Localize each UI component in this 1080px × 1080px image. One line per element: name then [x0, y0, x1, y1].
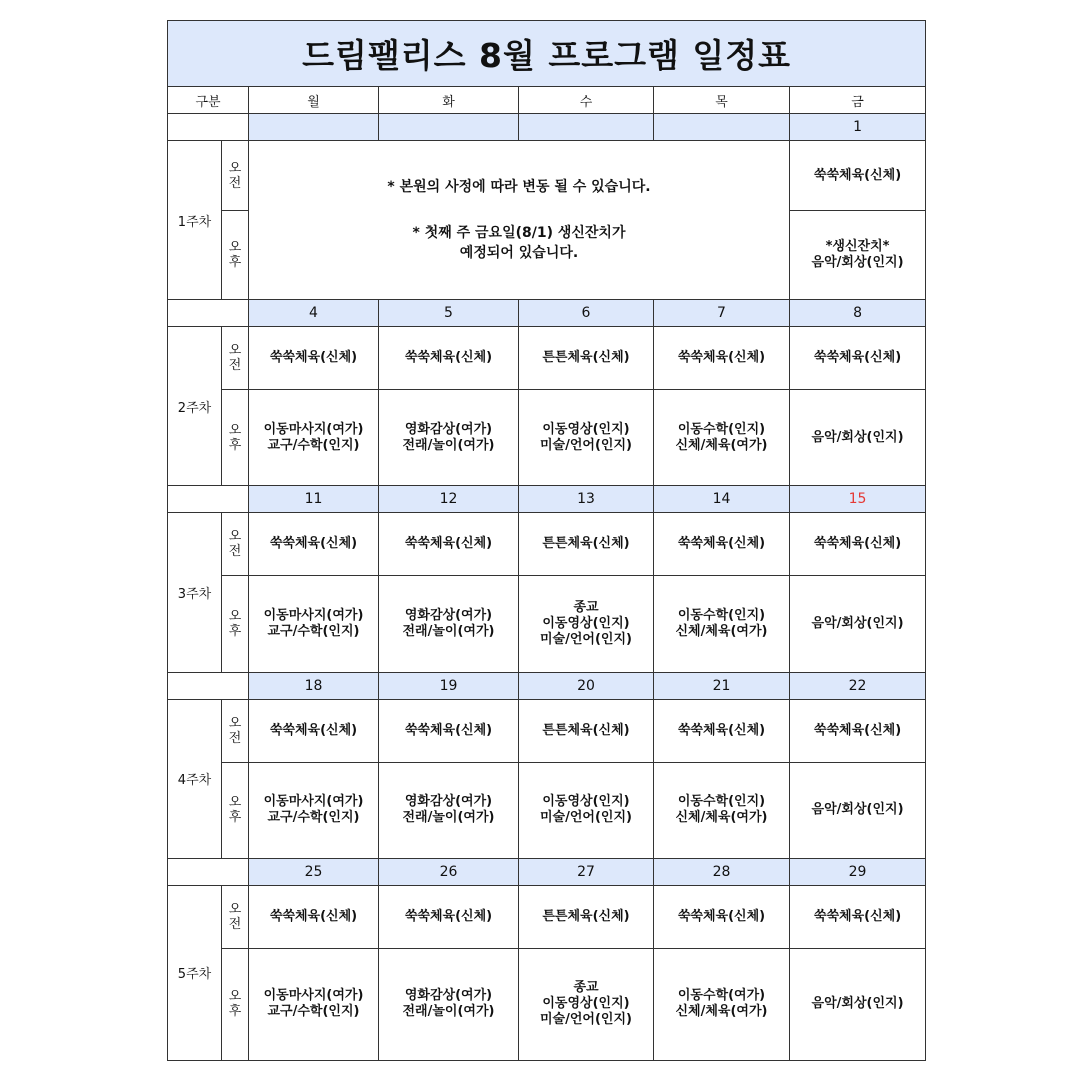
activity-line: 이동마사지(여가)	[263, 794, 364, 810]
activity-wed-pm	[519, 948, 654, 1060]
date-wed: 6	[519, 300, 654, 327]
activity-line: 쑥쑥체육(신체)	[404, 350, 493, 366]
period-pm	[222, 762, 249, 858]
activity-line: 이동마사지(여가)	[263, 988, 364, 1004]
date-row	[168, 858, 926, 885]
activity-thu-pm	[654, 948, 790, 1060]
activity-line: 이동수학(인지)	[677, 794, 766, 810]
activity-line: 이동영상(인지)	[542, 421, 630, 437]
activity-mon-pm	[249, 576, 379, 672]
pm-row	[168, 762, 926, 858]
activity-line: 교구/수학(인지)	[267, 810, 360, 826]
activity-fri-pm	[790, 948, 926, 1060]
activity-line: 이동수학(여가)	[677, 988, 766, 1004]
activity-line: 종교	[573, 980, 599, 996]
period-am	[222, 699, 249, 762]
date-wed	[519, 114, 654, 141]
date-wed: 20	[519, 672, 654, 699]
activity-tue-pm	[379, 762, 519, 858]
activity-line: 신체/체육(여가)	[675, 1004, 768, 1020]
activity-tue-am	[379, 327, 519, 390]
activity-line: *생신잔치*	[825, 239, 890, 255]
activity-line: 교구/수학(인지)	[267, 623, 360, 639]
page-title: 드림팰리스 8월 프로그램 일정표	[168, 21, 926, 87]
activity-tue-pm	[379, 576, 519, 672]
date-thu: 14	[654, 486, 790, 513]
activity-line: 쑥쑥체육(신체)	[269, 908, 358, 924]
activity-line: 쑥쑥체육(신체)	[677, 908, 766, 924]
activity-thu-am	[654, 513, 790, 576]
day-header-row	[168, 87, 926, 114]
activity-thu-am	[654, 699, 790, 762]
activity-line: 미술/언어(인지)	[540, 810, 632, 826]
activity-tue-am	[379, 885, 519, 948]
activity-line: 쑥쑥체육(신체)	[404, 722, 493, 738]
activity-line: 이동마사지(여가)	[263, 421, 364, 437]
activity-fri-am	[790, 885, 926, 948]
activity-tue-pm	[379, 390, 519, 486]
period-am	[222, 885, 249, 948]
am-row	[168, 699, 926, 762]
activity-line: 튼튼체육(신체)	[542, 722, 630, 738]
activity-line: 미술/언어(인지)	[540, 631, 632, 647]
date-row-spacer	[168, 300, 249, 327]
activity-fri-am	[790, 513, 926, 576]
period-char: 오	[228, 529, 242, 545]
activity-mon-am	[249, 699, 379, 762]
date-thu: 28	[654, 858, 790, 885]
activity-line: 쑥쑥체육(신체)	[813, 722, 902, 738]
activity-line: 신체/체육(여가)	[675, 810, 768, 826]
activity-line: 이동수학(인지)	[677, 607, 766, 623]
activity-line: 전래/놀이(여가)	[402, 1004, 495, 1020]
activity-line: 종교	[573, 599, 599, 615]
activity-fri-am	[790, 141, 926, 211]
date-wed: 27	[519, 858, 654, 885]
date-wed: 13	[519, 486, 654, 513]
date-fri: 22	[790, 672, 926, 699]
activity-line: 음악/회상(인지)	[811, 255, 904, 271]
activity-mon-pm	[249, 762, 379, 858]
activity-line: 이동영상(인지)	[542, 615, 630, 631]
activity-thu-am	[654, 327, 790, 390]
date-tue: 5	[379, 300, 519, 327]
activity-wed-am	[519, 513, 654, 576]
date-tue: 12	[379, 486, 519, 513]
notice-text: * 첫째 주 금요일(8/1) 생신잔치가	[412, 225, 626, 242]
period-char: 전	[228, 358, 242, 374]
activity-line: 쑥쑥체육(신체)	[813, 536, 902, 552]
date-row	[168, 672, 926, 699]
activity-tue-am	[379, 699, 519, 762]
activity-mon-am	[249, 513, 379, 576]
period-char: 후	[228, 255, 242, 271]
date-row-spacer	[168, 486, 249, 513]
activity-line: 튼튼체육(신체)	[542, 908, 630, 924]
period-pm	[222, 390, 249, 486]
period-char: 전	[228, 916, 242, 932]
activity-line: 교구/수학(인지)	[267, 437, 360, 453]
day-header-mon: 월	[249, 87, 379, 114]
activity-line: 쑥쑥체육(신체)	[677, 350, 766, 366]
notice-cell	[249, 141, 790, 300]
schedule-table	[167, 20, 926, 1061]
week-label: 4주차	[168, 699, 222, 858]
activity-wed-am	[519, 885, 654, 948]
activity-line: 영화감상(여가)	[404, 421, 493, 437]
date-thu: 7	[654, 300, 790, 327]
period-pm	[222, 576, 249, 672]
activity-line: 이동영상(인지)	[542, 996, 630, 1012]
activity-line: 쑥쑥체육(신체)	[404, 536, 493, 552]
period-char: 후	[228, 437, 242, 453]
activity-line: 쑥쑥체육(신체)	[813, 908, 902, 924]
activity-line: 음악/회상(인지)	[811, 802, 904, 818]
notice-line-birthday	[249, 223, 789, 263]
activity-mon-pm	[249, 948, 379, 1060]
pm-row	[168, 390, 926, 486]
pm-row	[168, 948, 926, 1060]
period-am	[222, 327, 249, 390]
period-char: 전	[228, 730, 242, 746]
activity-line: 쑥쑥체육(신체)	[813, 167, 902, 183]
activity-line: 신체/체육(여가)	[675, 437, 768, 453]
activity-line: 영화감상(여가)	[404, 607, 493, 623]
date-fri: 1	[790, 114, 926, 141]
period-char: 오	[228, 160, 242, 176]
activity-fri-am	[790, 327, 926, 390]
day-header-tue: 화	[379, 87, 519, 114]
day-header-thu: 목	[654, 87, 790, 114]
activity-thu-pm	[654, 762, 790, 858]
day-header-wed: 수	[519, 87, 654, 114]
activity-fri-am	[790, 699, 926, 762]
activity-wed-pm	[519, 390, 654, 486]
period-char: 오	[228, 343, 242, 359]
date-row	[168, 486, 926, 513]
date-row	[168, 300, 926, 327]
day-header-fri: 금	[790, 87, 926, 114]
activity-tue-am	[379, 513, 519, 576]
activity-wed-am	[519, 699, 654, 762]
activity-line: 신체/체육(여가)	[675, 623, 768, 639]
date-fri: 8	[790, 300, 926, 327]
date-fri: 15	[790, 486, 926, 513]
date-tue: 19	[379, 672, 519, 699]
activity-line: 교구/수학(인지)	[267, 1004, 360, 1020]
activity-line: 이동영상(인지)	[542, 794, 630, 810]
date-row-spacer	[168, 672, 249, 699]
period-char: 오	[228, 901, 242, 917]
period-char: 전	[228, 175, 242, 191]
period-char: 오	[228, 608, 242, 624]
pm-row	[168, 576, 926, 672]
period-char: 오	[228, 240, 242, 256]
activity-line: 쑥쑥체육(신체)	[677, 536, 766, 552]
activity-mon-am	[249, 885, 379, 948]
activity-line: 튼튼체육(신체)	[542, 350, 630, 366]
date-row	[168, 114, 926, 141]
activity-wed-pm	[519, 576, 654, 672]
activity-mon-am	[249, 327, 379, 390]
activity-line: 미술/언어(인지)	[540, 437, 632, 453]
date-tue	[379, 114, 519, 141]
activity-line: 쑥쑥체육(신체)	[269, 536, 358, 552]
date-mon: 4	[249, 300, 379, 327]
activity-wed-am	[519, 327, 654, 390]
activity-thu-pm	[654, 576, 790, 672]
activity-fri-pm	[790, 390, 926, 486]
activity-line: 이동마사지(여가)	[263, 607, 364, 623]
activity-line: 쑥쑥체육(신체)	[677, 722, 766, 738]
notice-text: 예정되어 있습니다.	[459, 245, 579, 262]
date-mon: 18	[249, 672, 379, 699]
notice-text: * 본원의 사정에 따라 변동 될 수 있습니다.	[387, 179, 651, 196]
am-row	[168, 513, 926, 576]
activity-fri-pm	[790, 762, 926, 858]
activity-line: 전래/놀이(여가)	[402, 623, 495, 639]
activity-line: 튼튼체육(신체)	[542, 536, 630, 552]
period-am	[222, 141, 249, 211]
week-label: 3주차	[168, 513, 222, 672]
period-am	[222, 513, 249, 576]
date-fri: 29	[790, 858, 926, 885]
date-row-spacer	[168, 858, 249, 885]
period-char: 후	[228, 623, 242, 639]
activity-line: 음악/회상(인지)	[811, 429, 904, 445]
activity-line: 영화감상(여가)	[404, 988, 493, 1004]
am-row	[168, 327, 926, 390]
activity-mon-pm	[249, 390, 379, 486]
period-pm	[222, 211, 249, 300]
activity-line: 미술/언어(인지)	[540, 1012, 632, 1028]
period-char: 오	[228, 715, 242, 731]
activity-line: 전래/놀이(여가)	[402, 810, 495, 826]
date-mon: 11	[249, 486, 379, 513]
week-label: 1주차	[168, 141, 222, 300]
activity-fri-pm	[790, 211, 926, 300]
week-label: 2주차	[168, 327, 222, 486]
date-mon: 25	[249, 858, 379, 885]
activity-line: 음악/회상(인지)	[811, 996, 904, 1012]
date-tue: 26	[379, 858, 519, 885]
am-row	[168, 141, 926, 211]
date-thu: 21	[654, 672, 790, 699]
week-label: 5주차	[168, 885, 222, 1060]
period-pm	[222, 948, 249, 1060]
period-char: 후	[228, 1004, 242, 1020]
activity-line: 쑥쑥체육(신체)	[269, 722, 358, 738]
category-header: 구분	[168, 87, 249, 114]
activity-line: 이동수학(인지)	[677, 421, 766, 437]
activity-thu-pm	[654, 390, 790, 486]
date-row-spacer	[168, 114, 249, 141]
period-char: 전	[228, 544, 242, 560]
period-char: 오	[228, 422, 242, 438]
activity-wed-pm	[519, 762, 654, 858]
activity-line: 전래/놀이(여가)	[402, 437, 495, 453]
activity-tue-pm	[379, 948, 519, 1060]
activity-line: 쑥쑥체육(신체)	[269, 350, 358, 366]
activity-thu-am	[654, 885, 790, 948]
period-char: 오	[228, 989, 242, 1005]
date-thu	[654, 114, 790, 141]
activity-fri-pm	[790, 576, 926, 672]
period-char: 오	[228, 795, 242, 811]
activity-line: 영화감상(여가)	[404, 794, 493, 810]
activity-line: 쑥쑥체육(신체)	[813, 350, 902, 366]
am-row	[168, 885, 926, 948]
period-char: 후	[228, 810, 242, 826]
activity-line: 음악/회상(인지)	[811, 615, 904, 631]
date-mon	[249, 114, 379, 141]
notice-line-change	[249, 177, 789, 197]
activity-line: 쑥쑥체육(신체)	[404, 908, 493, 924]
